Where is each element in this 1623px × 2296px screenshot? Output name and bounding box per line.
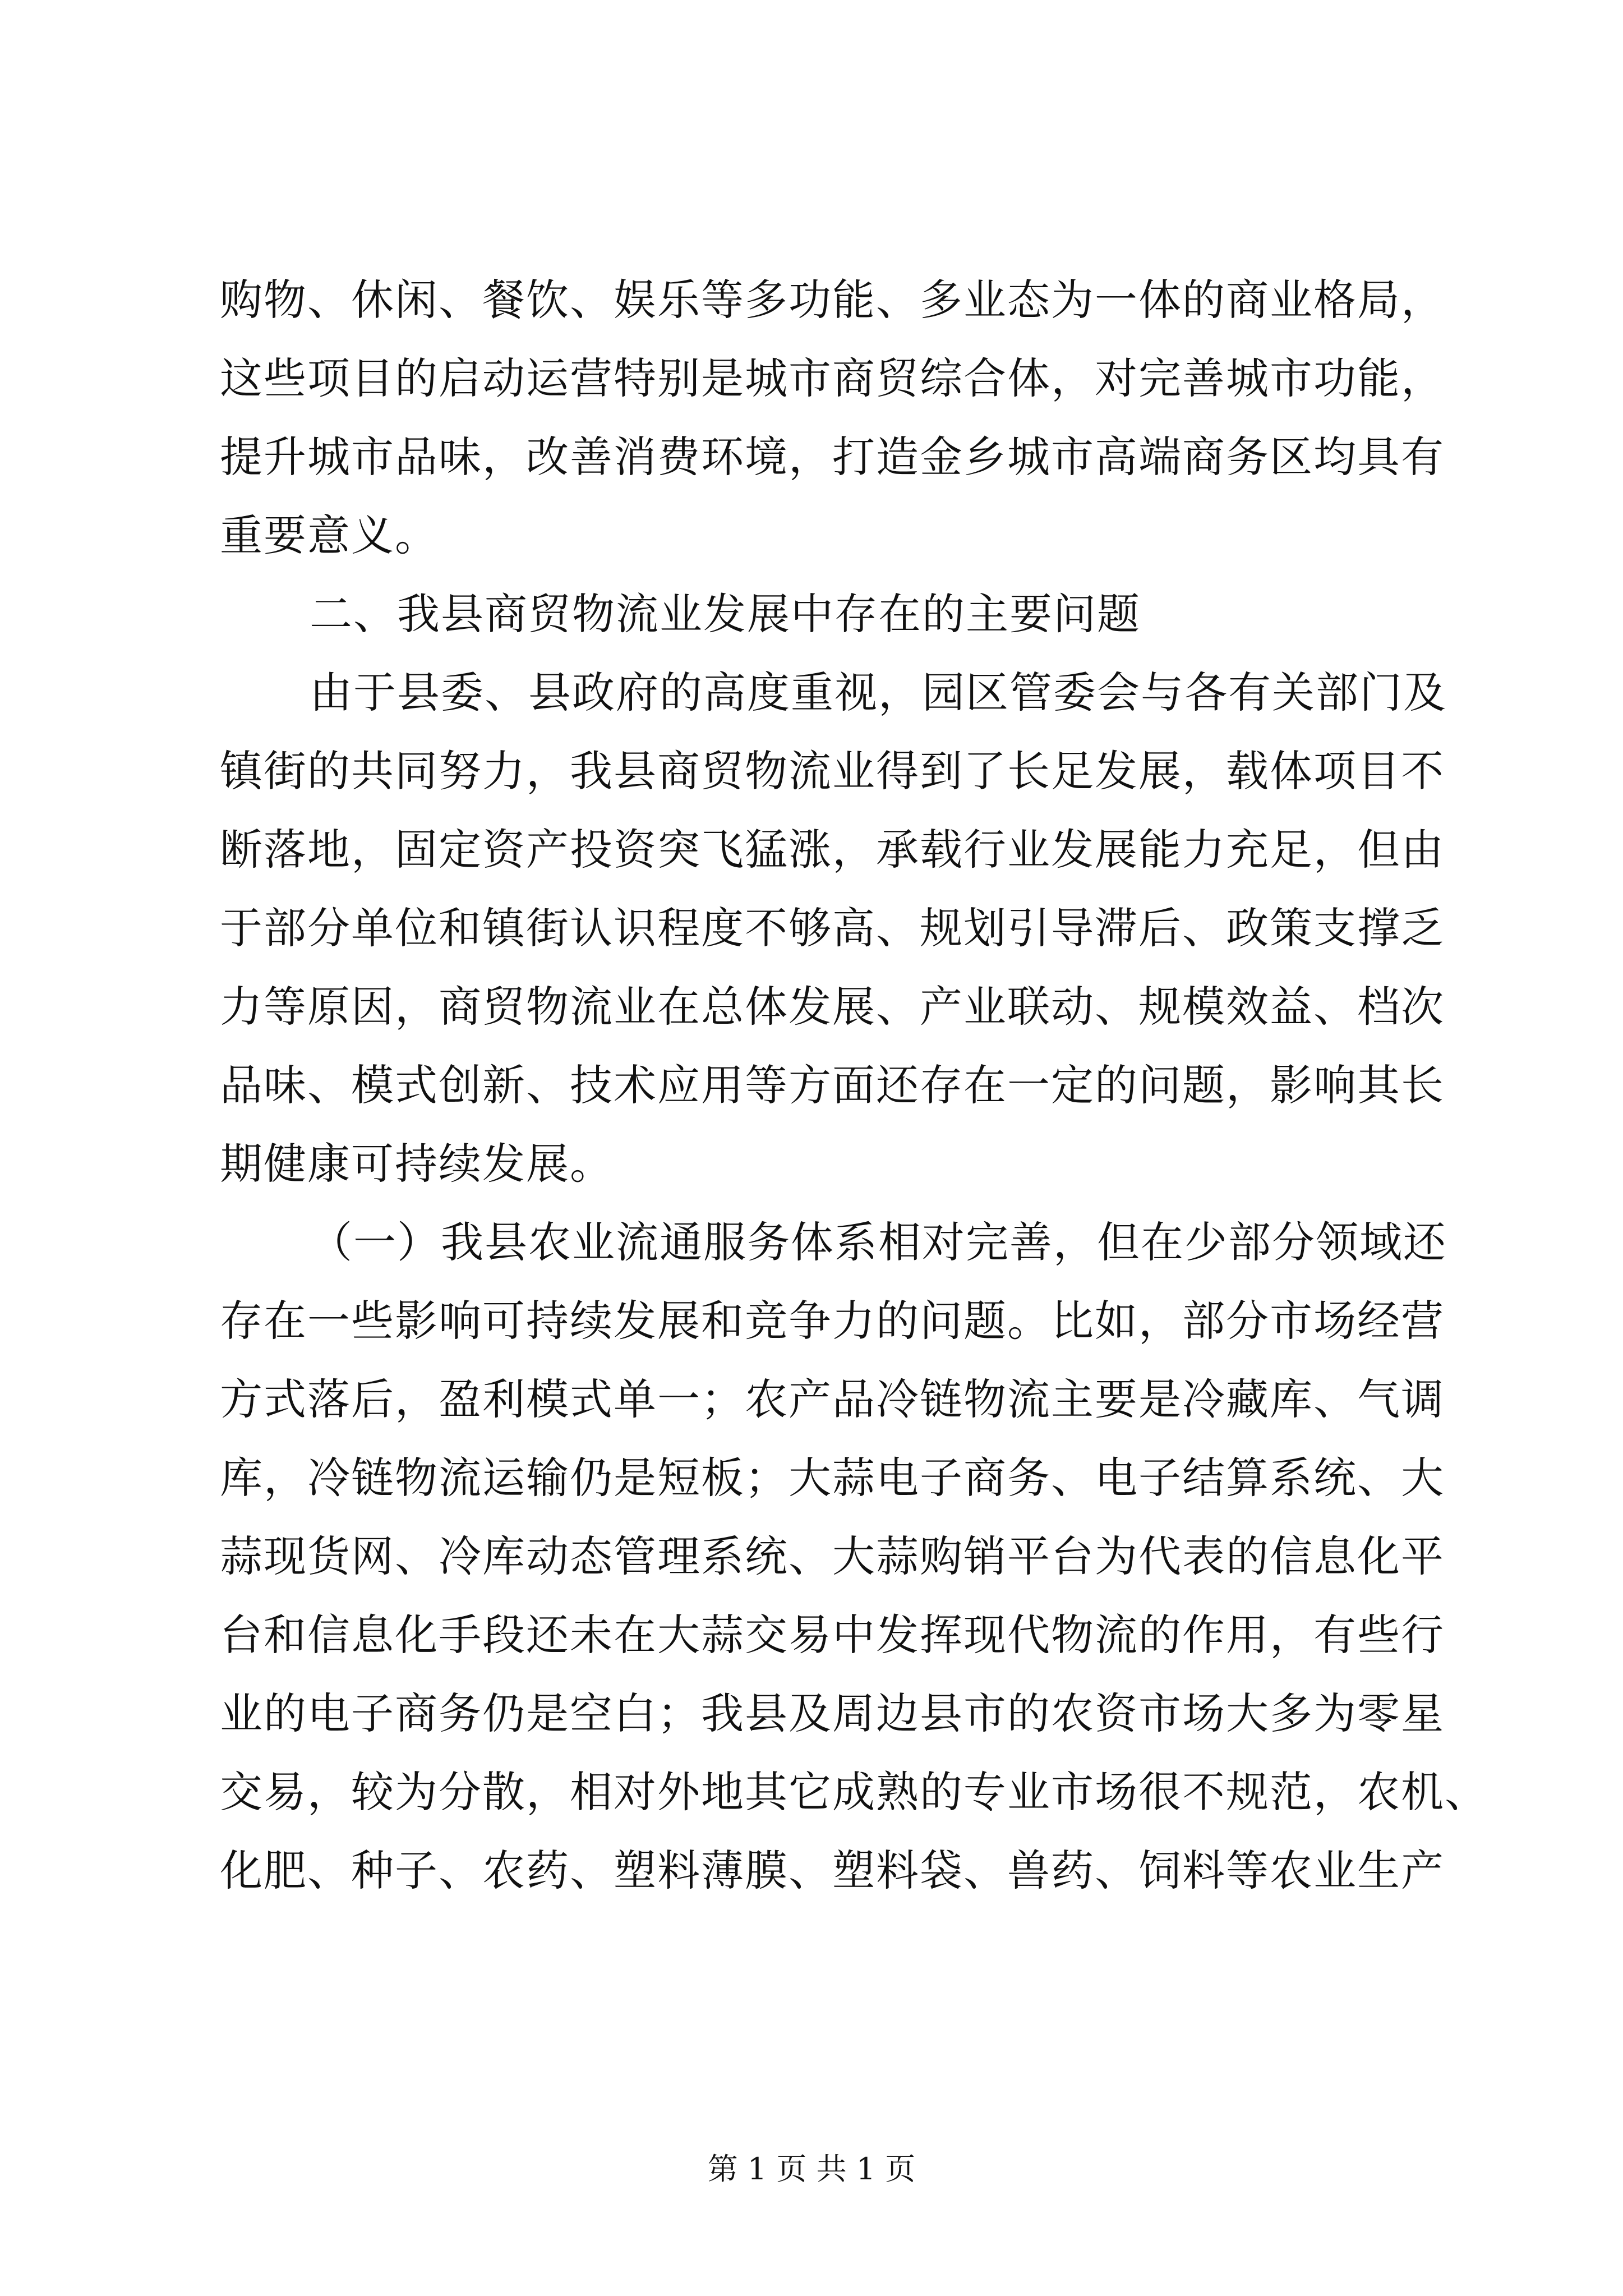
paragraph-line: 台和信息化手段还未在大蒜交易中发挥现代物流的作用，有些行: [220, 1610, 1445, 1660]
paragraph-line: 交易，较为分散，相对外地其它成熟的专业市场很不规范，农机、: [220, 1767, 1488, 1817]
paragraph-line: 业的电子商务仍是空白；我县及周边县市的农资市场大多为零星: [220, 1688, 1445, 1738]
paragraph-line: 化肥、种子、农药、塑料薄膜、塑料袋、兽药、饲料等农业生产: [220, 1846, 1445, 1895]
paragraph-line: 库，冷链物流运输仍是短板；大蒜电子商务、电子结算系统、大: [220, 1453, 1445, 1503]
paragraph-line: 镇街的共同努力，我县商贸物流业得到了长足发展，载体项目不: [220, 746, 1445, 796]
paragraph-line: 提升城市品味，改善消费环境，打造金乡城市高端商务区均具有: [220, 432, 1445, 482]
paragraph-line: 购物、休闲、餐饮、娱乐等多功能、多业态为一体的商业格局，: [220, 275, 1445, 325]
paragraph-line: 断落地，固定资产投资突飞猛涨，承载行业发展能力充足，但由: [220, 825, 1445, 875]
paragraph-line: 存在一些影响可持续发展和竞争力的问题。比如，部分市场经营: [220, 1296, 1445, 1346]
section-heading: 二、我县商贸物流业发展中存在的主要问题: [310, 589, 1141, 639]
paragraph-line: 于部分单位和镇街认识程度不够高、规划引导滞后、政策支撑乏: [220, 903, 1445, 953]
paragraph-line: 力等原因，商贸物流业在总体发展、产业联动、规模效益、档次: [220, 982, 1445, 1032]
paragraph-line: （一）我县农业流通服务体系相对完善，但在少部分领域还: [310, 1217, 1447, 1267]
paragraph-line: 重要意义。: [220, 510, 439, 560]
page-footer: 第 1 页 共 1 页: [707, 2151, 916, 2187]
paragraph-line: 品味、模式创新、技术应用等方面还存在一定的问题，影响其长: [220, 1060, 1445, 1110]
paragraph-line: 蒜现货网、冷库动态管理系统、大蒜购销平台为代表的信息化平: [220, 1531, 1445, 1581]
paragraph-line: 这些项目的启动运营特别是城市商贸综合体，对完善城市功能，: [220, 353, 1445, 403]
paragraph-line: 方式落后，盈利模式单一；农产品冷链物流主要是冷藏库、气调: [220, 1374, 1445, 1424]
paragraph-line: 由于县委、县政府的高度重视，园区管委会与各有关部门及: [310, 668, 1447, 717]
paragraph-line: 期健康可持续发展。: [220, 1139, 614, 1189]
